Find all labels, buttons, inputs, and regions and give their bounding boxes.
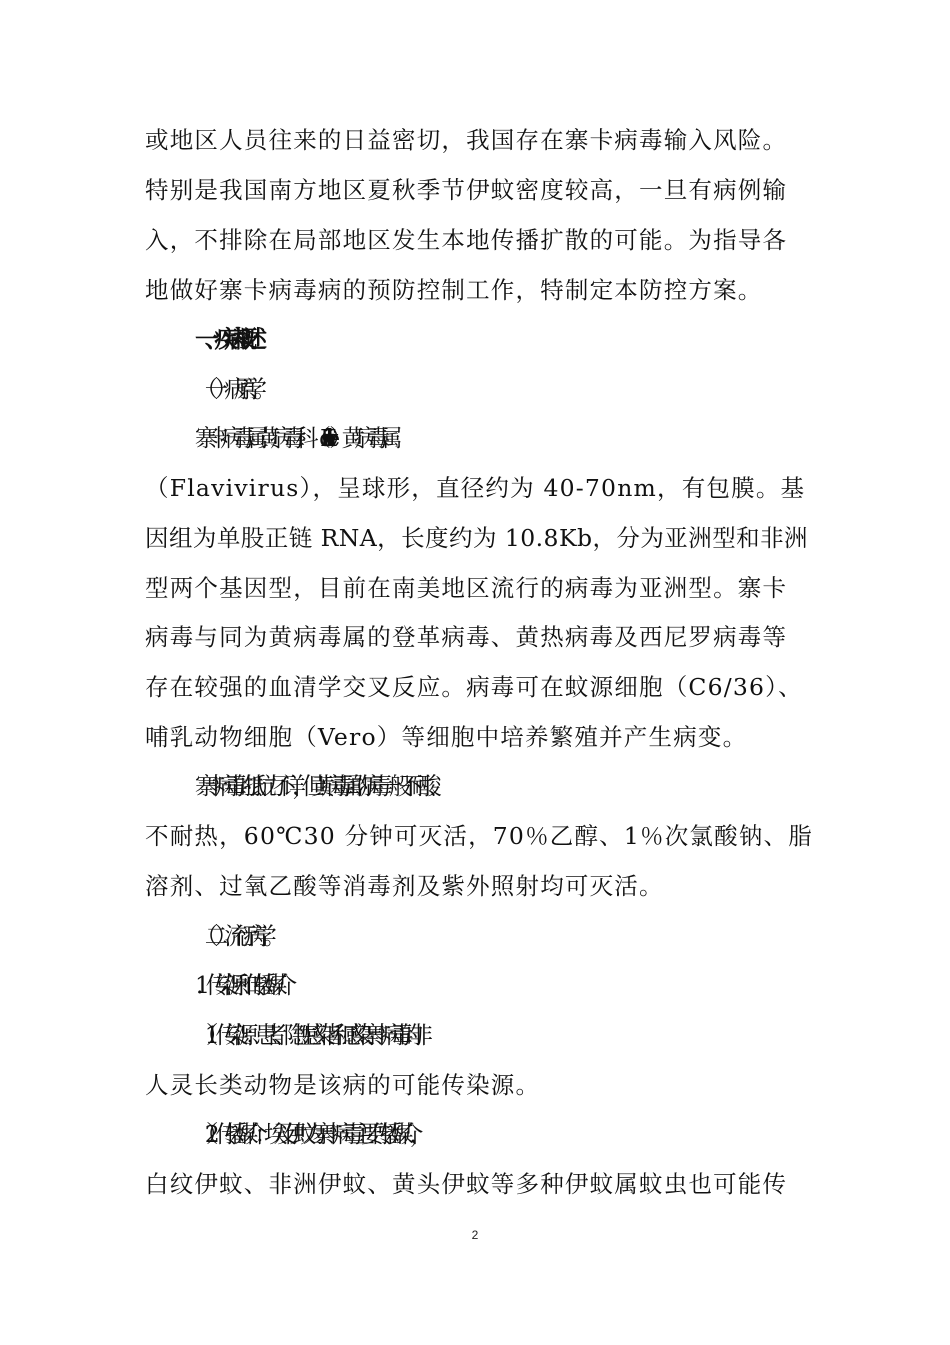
- item-heading: 1．传染源和传播媒介: [195, 971, 284, 999]
- body-text-line: 特别是我国南方地区夏秋季节伊蚊密度较高，一旦有病例输: [145, 176, 788, 204]
- body-text-line: 不耐热，60℃30 分钟可灭活，70％乙醇、1％次氯酸钠、脂: [145, 822, 813, 850]
- body-text-line: 哺乳动物细胞（Vero）等细胞中培养繁殖并产生病变。: [145, 723, 748, 751]
- body-text-line: 寨卡病毒的抵抗力不详，但黄病毒属的病毒一般不耐酸、: [195, 772, 438, 800]
- body-text-line: 人灵长类动物是该病的可能传染源。: [145, 1071, 541, 1099]
- body-text-line: 溶剂、过氧乙酸等消毒剂及紫外照射均可灭活。: [145, 872, 664, 900]
- body-text-line: 因组为单股正链 RNA，长度约为 10.8Kb，分为亚洲型和非洲: [145, 524, 808, 552]
- body-text-line: 病毒与同为黄病毒属的登革病毒、黄热病毒及西尼罗病毒等: [145, 623, 788, 651]
- body-text-line: 存在较强的血清学交叉反应。病毒可在蚊源细胞（C6/36）、: [145, 673, 803, 701]
- body-text-line: 入，不排除在局部地区发生本地传播扩散的可能。为指导各: [145, 226, 788, 254]
- body-text-line: 白纹伊蚊、非洲伊蚊、黄头伊蚊等多种伊蚊属蚊虫也可能传: [145, 1170, 788, 1198]
- body-text-line: （Flavivirus），呈球形，直径约为 40-70nm，有包膜。基: [145, 474, 806, 502]
- body-text-line: （1）传染源：患者、隐性感染者和感染寨卡病毒的非: [195, 1021, 420, 1049]
- body-text-line: （2）传播媒介：埃及伊蚊为寨卡病毒主要传播媒介，: [195, 1120, 420, 1148]
- subsection-heading: （一）病原学。: [195, 375, 263, 403]
- body-text-line: 型两个基因型，目前在南美地区流行的病毒为亚洲型。寨卡: [145, 574, 788, 602]
- body-text-line: 地做好寨卡病毒病的预防控制工作，特制定本防控方案。: [145, 276, 763, 304]
- page-number: 2: [471, 1228, 479, 1242]
- body-text-line: 寨卡病毒属黄病毒科（Flaviviridae）黄病毒属: [195, 424, 392, 452]
- subsection-heading: （二）流行病学。: [195, 922, 273, 950]
- body-text-line: 或地区人员往来的日益密切，我国存在寨卡病毒输入风险。: [145, 126, 788, 154]
- section-heading: 一、疾病概述: [195, 325, 254, 353]
